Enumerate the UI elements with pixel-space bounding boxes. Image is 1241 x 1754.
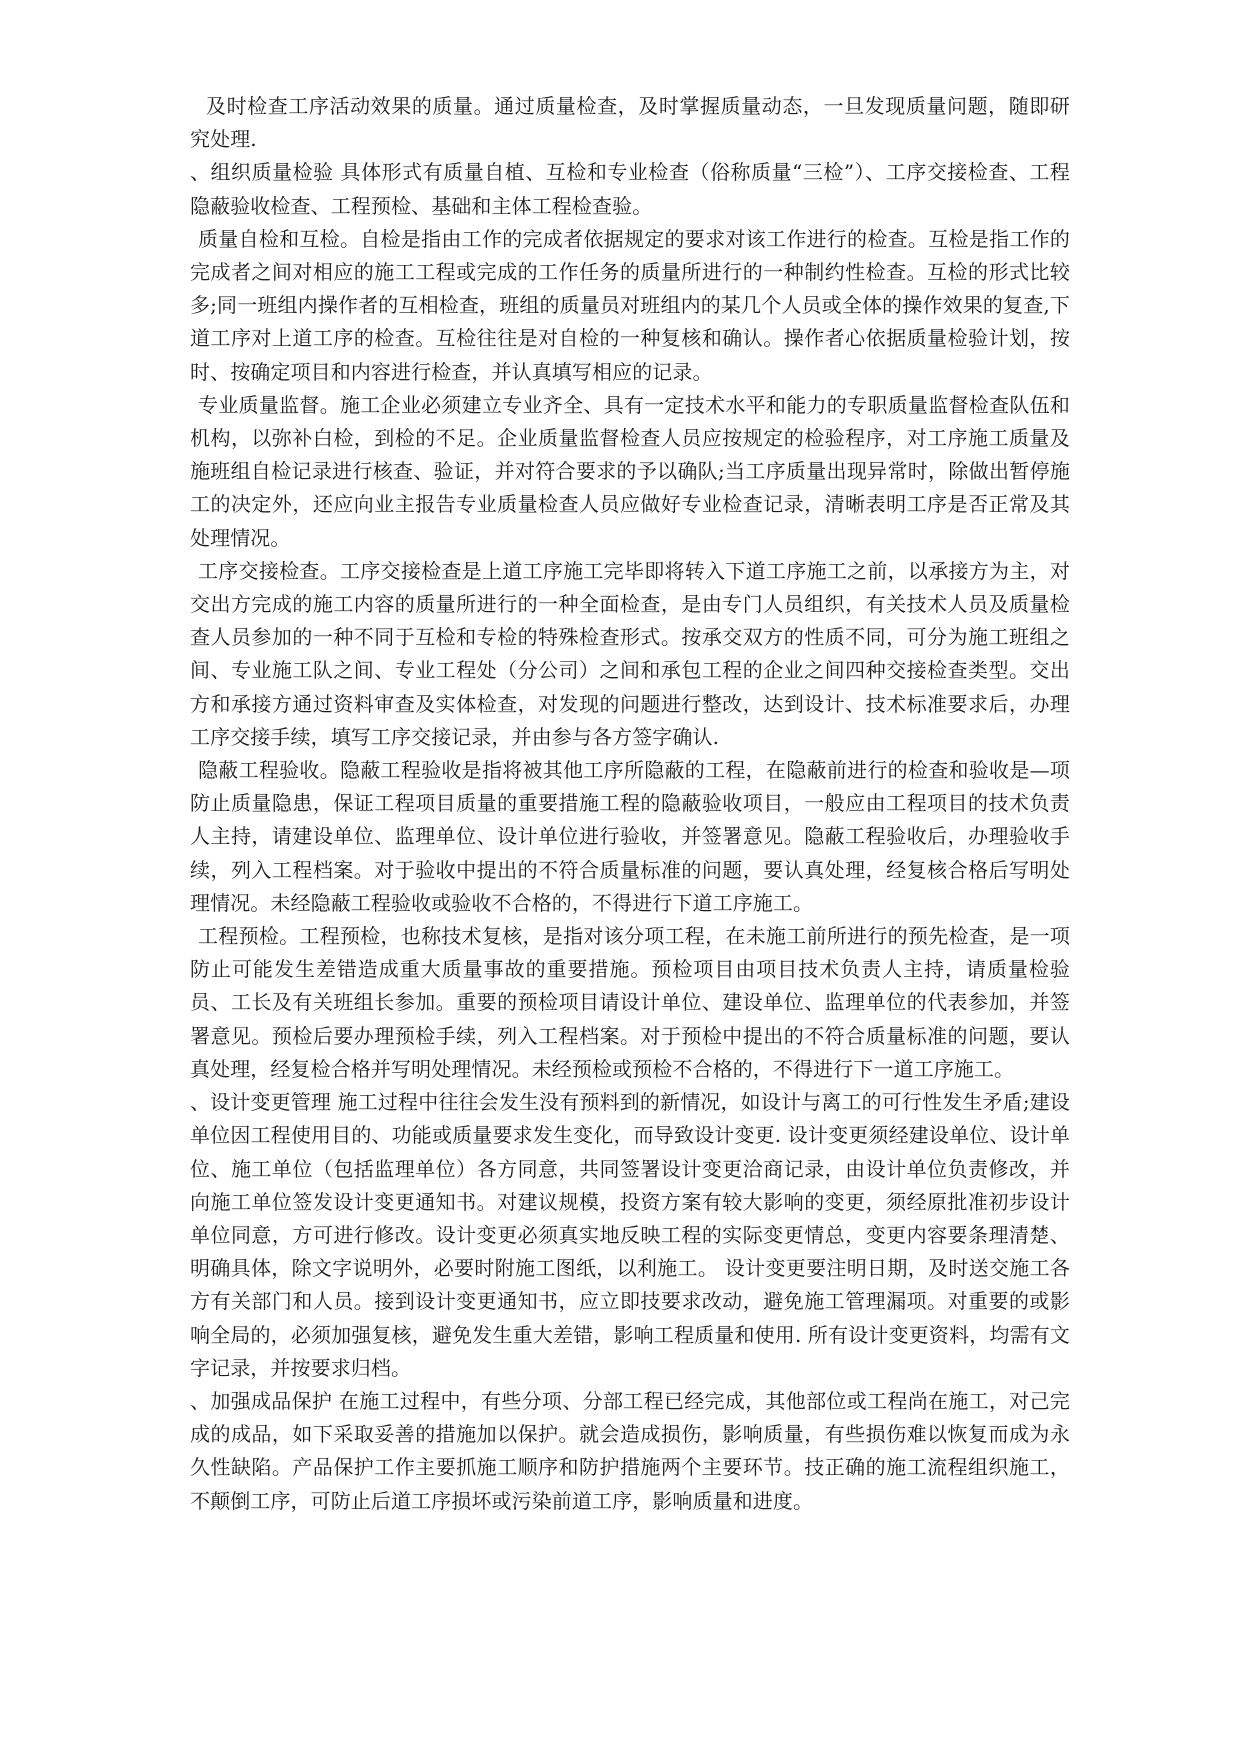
paragraph-self-and-mutual-check: 质量自检和互检。自检是指由工作的完成者依据规定的要求对该工作进行的检查。互检是指工作的完成者之间对相应的施工工程或完成的工作任务的质量所进行的一种制约性检查。互检的形式比较多;同一班组内操作者的互相检查，班组的质量员对班组内的某几个人员或全体的操作效果的复查,下道工序对上道工序的检查。互检往往是对自检的一种复核和确认。操作者心依据质量检验计划，按时、按确定项目和内容进行检查，并认真填写相应的记录。 [190, 226, 1070, 384]
document-page [190, 90, 1070, 1518]
paragraph-concealed-works-acceptance: 隐蔽工程验收。隐蔽工程验收是指将被其他工序所隐蔽的工程，在隐蔽前进行的检查和验收是—项防止质量隐患，保证工程项目质量的重要措施工程的隐蔽验收项目，一般应由工程项目的技术负责人主持，请建设单位、监理单位、设计单位进行验收，并签署意见。隐蔽工程验收后，办理验收手续，列入工程档案。对于验收中提出的不符合质量标准的问题，要认真处理，经复核合格后写明处理情况。未经隐蔽工程验收或验收不合格的，不得进行下道工序施工。 [190, 758, 1070, 915]
paragraph-handover-inspection: 工序交接检查。工序交接检查是上道工序施工完毕即将转入下道工序施工之前，以承接方为主，对交出方完成的施工内容的质量所进行的一种全面检查，是由专门人员组织，有关技术人员及质量检查人员参加的一种不同于互检和专检的特殊检查形式。按承交双方的性质不同，可分为施工班组之间、专业施工队之间、专业工程处（分公司）之间和承包工程的企业之间四种交接检查类型。交出方和承接方通过资料审查及实体检查，对发现的问题进行整改，达到设计、技术标准要求后，办理工序交接手续，填写工序交接记录，并由参与各方签字确认. [190, 558, 1070, 749]
paragraph-professional-supervision: 专业质量监督。施工企业必须建立专业齐全、具有一定技术水平和能力的专职质量监督检查队伍和机构，以弥补白检，到检的不足。企业质量监督检查人员应按规定的检验程序，对工序施工质量及施班组自检记录进行核查、验证，并对符合要求的予以确队;当工序质量出现异常时，除做出暂停施工的决定外，还应向业主报告专业质量检查人员应做好专业检查记录，清晰表明工序是否正常及其处理情况。 [190, 392, 1070, 550]
paragraph-pre-inspection: 工程预检。工程预检，也称技术复核，是指对该分项工程，在未施工前所进行的预先检查，是一项防止可能发生差错造成重大质量事故的重要措施。预检项目由项目技术负责人主持，请质量检验员、工长及有关班组长参加。重要的预检项目请设计单位、建设单位、监理单位的代表参加，并签署意见。预检后要办理预检手续，列入工程档案。对于预检中提出的不符合质量标准的问题，要认真处理，经复检合格并写明处理情况。未经预检或预检不合格的，不得进行下一道工序施工。 [190, 924, 1070, 1081]
paragraph-quality-check-intro: 及时检查工序活动效果的质量。通过质量检查，及时掌握质量动态，一旦发现质量问题，随即研究处理. [190, 94, 1070, 152]
paragraph-design-change-management: 、设计变更管理 施工过程中往往会发生没有预料到的新情况，如设计与离工的可行性发生矛盾;建设单位因工程使用目的、功能或质量要求发生变化，而导致设计变更. 设计变更须经建设单位、设计单位、施工单位（包括监理单位）各方同意，共同签署设计变更洽商记录，由设计单位负责修改，并向施工单位签发设计变更通知书。对建议规模，投资方案有较大影响的变更，须经原批准初步设计单位同意，方可进行修改。设计变更必须真实地反映工程的实际变更情总，变更内容要条理清楚、明确具体，除文字说明外，必要时附施工图纸，以利施工。 设计变更要注明日期，及时送交施工各方有关部门和人员。接到设计变更通知书，应立即技要求改动，避免施工管理漏项。对重要的或影响全局的，必须加强复核，避免发生重大差错，影响工程质量和使用. 所有设计变更资料，均需有文字记录，并按要求归档。 [190, 1090, 1070, 1380]
paragraph-product-protection: 、加强成品保护 在施工过程中，有些分项、分部工程已经完成，其他部位或工程尚在施工，对己完成的成品，如下采取妥善的措施加以保护。就会造成损伤，影响质量，有些损伤难以恢复而成为永久性缺陷。产品保护工作主要抓施工顺序和防护措施两个主要环节。技正确的施工流程组织施工，不颠倒工序，可防止后道工序损坏或污染前道工序，影响质量和进度。 [190, 1388, 1070, 1513]
paragraph-organize-inspection: 、组织质量检验 具体形式有质量自植、互检和专业检查（俗称质量“三检”）、工序交接检查、工程隐蔽验收检查、工程预检、基础和主体工程检查验。 [190, 160, 1070, 218]
